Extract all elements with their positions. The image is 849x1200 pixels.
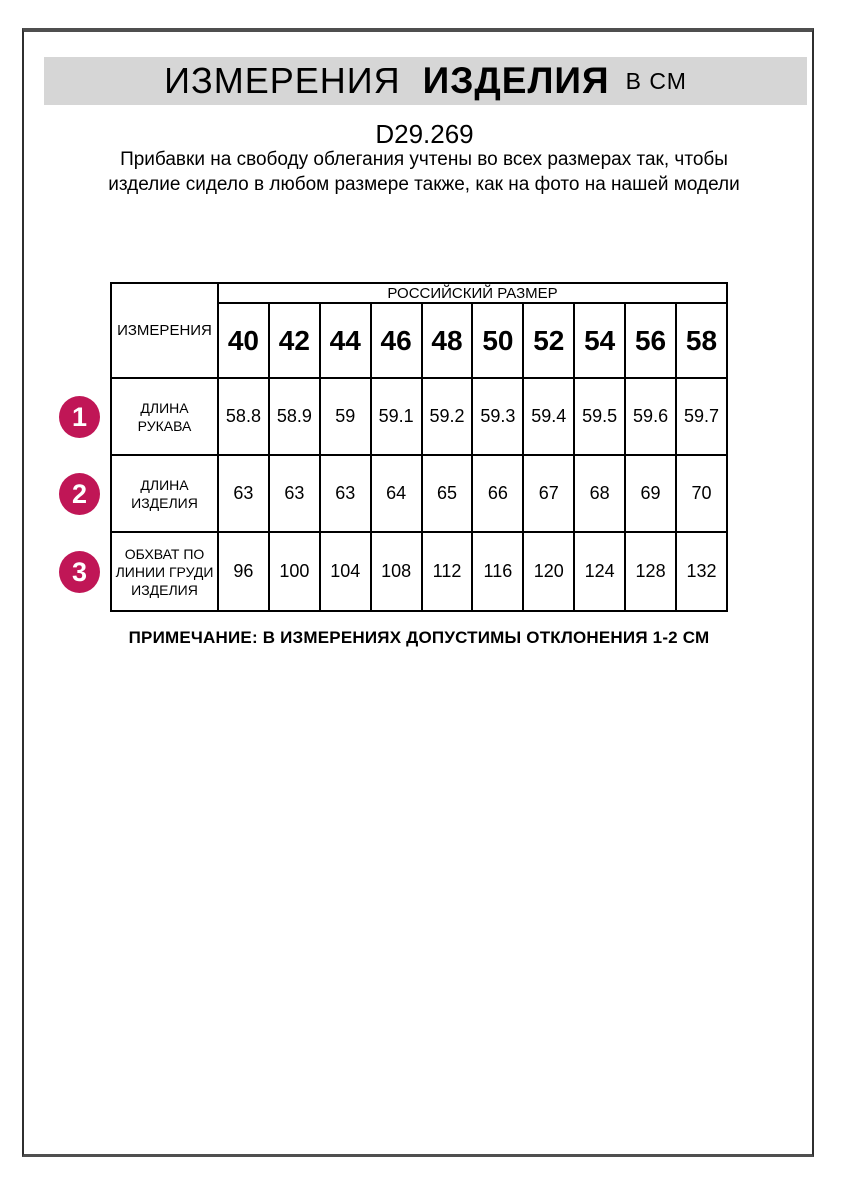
measurement-value-cell: 63 xyxy=(320,455,371,532)
measurement-value-cell: 58.8 xyxy=(218,378,269,455)
measurement-value-cell: 65 xyxy=(422,455,473,532)
measurement-value-cell: 64 xyxy=(371,455,422,532)
row-label-cell xyxy=(71,532,218,611)
size-column-header: 40 xyxy=(218,303,269,378)
measurement-value-cell: 67 xyxy=(523,455,574,532)
measurements-table xyxy=(71,282,728,612)
measurement-value-cell: 59.6 xyxy=(625,378,676,455)
measurement-value-cell: 104 xyxy=(320,532,371,611)
fit-description: Прибавки на свободу облегания учтены во всех размерах так, чтобы изделие сидело в любом размере также, как на фото на нашей модели xyxy=(108,149,740,195)
row-label-text: ДЛИНА РУКАВА xyxy=(137,399,192,434)
row-label-cell xyxy=(71,378,218,455)
product-code: D29.269 xyxy=(375,119,474,149)
measurement-value-cell: 59.7 xyxy=(676,378,727,455)
russian-size-header-cell: РОССИЙСКИЙ РАЗМЕР xyxy=(218,283,727,303)
measurement-value-cell: 59.2 xyxy=(422,378,473,455)
measurement-value-cell: 66 xyxy=(472,455,523,532)
measurement-value-cell: 124 xyxy=(574,532,625,611)
title-unit-text: В СМ xyxy=(625,67,687,94)
row-label-text: ДЛИНА ИЗДЕЛИЯ xyxy=(131,476,198,511)
table-header xyxy=(111,283,727,378)
measurement-row xyxy=(111,532,727,611)
row-label-cell xyxy=(71,455,218,532)
measurement-value-cell: 58.9 xyxy=(269,378,320,455)
group-header-row xyxy=(111,283,727,303)
row-number-badge: 2 xyxy=(59,473,100,515)
row-number-badge: 1 xyxy=(59,396,100,438)
size-column-header: 48 xyxy=(422,303,473,378)
size-column-header: 52 xyxy=(523,303,574,378)
measurement-row xyxy=(111,455,727,532)
measurement-value-cell: 112 xyxy=(422,532,473,611)
size-column-header: 44 xyxy=(320,303,371,378)
measurement-value-cell: 132 xyxy=(676,532,727,611)
measurement-value-cell: 68 xyxy=(574,455,625,532)
measurement-value-cell: 120 xyxy=(523,532,574,611)
measurement-value-cell: 100 xyxy=(269,532,320,611)
size-column-header: 54 xyxy=(574,303,625,378)
measurement-value-cell: 108 xyxy=(371,532,422,611)
measurement-value-cell: 59.3 xyxy=(472,378,523,455)
size-column-header: 56 xyxy=(625,303,676,378)
measurement-value-cell: 63 xyxy=(269,455,320,532)
title-emphasis-text: ИЗДЕЛИЯ xyxy=(422,60,610,101)
measurement-value-cell: 96 xyxy=(218,532,269,611)
row-label-text: ОБХВАТ ПО ЛИНИИ ГРУДИ ИЗДЕЛИЯ xyxy=(115,545,214,598)
measurement-value-cell: 63 xyxy=(218,455,269,532)
size-column-header: 46 xyxy=(371,303,422,378)
measurement-value-cell: 69 xyxy=(625,455,676,532)
measurement-value-cell: 116 xyxy=(472,532,523,611)
table-body xyxy=(71,378,727,611)
title-main-text: ИЗМЕРЕНИЯ xyxy=(164,60,401,101)
corner-header-cell: ИЗМЕРЕНИЯ xyxy=(111,283,218,378)
measurement-row xyxy=(111,378,727,455)
size-column-header: 50 xyxy=(472,303,523,378)
row-number-badge: 3 xyxy=(59,551,100,593)
size-column-header: 42 xyxy=(269,303,320,378)
measurement-value-cell: 59 xyxy=(320,378,371,455)
size-column-header: 58 xyxy=(676,303,727,378)
measurement-value-cell: 59.1 xyxy=(371,378,422,455)
title-bar xyxy=(44,57,807,105)
measurement-value-cell: 59.4 xyxy=(523,378,574,455)
measurement-value-cell: 128 xyxy=(625,532,676,611)
measurement-value-cell: 70 xyxy=(676,455,727,532)
tolerance-note: ПРИМЕЧАНИЕ: В ИЗМЕРЕНИЯХ ДОПУСТИМЫ ОТКЛОНЕНИЯ 1-2 СМ xyxy=(128,628,710,647)
measurement-value-cell: 59.5 xyxy=(574,378,625,455)
